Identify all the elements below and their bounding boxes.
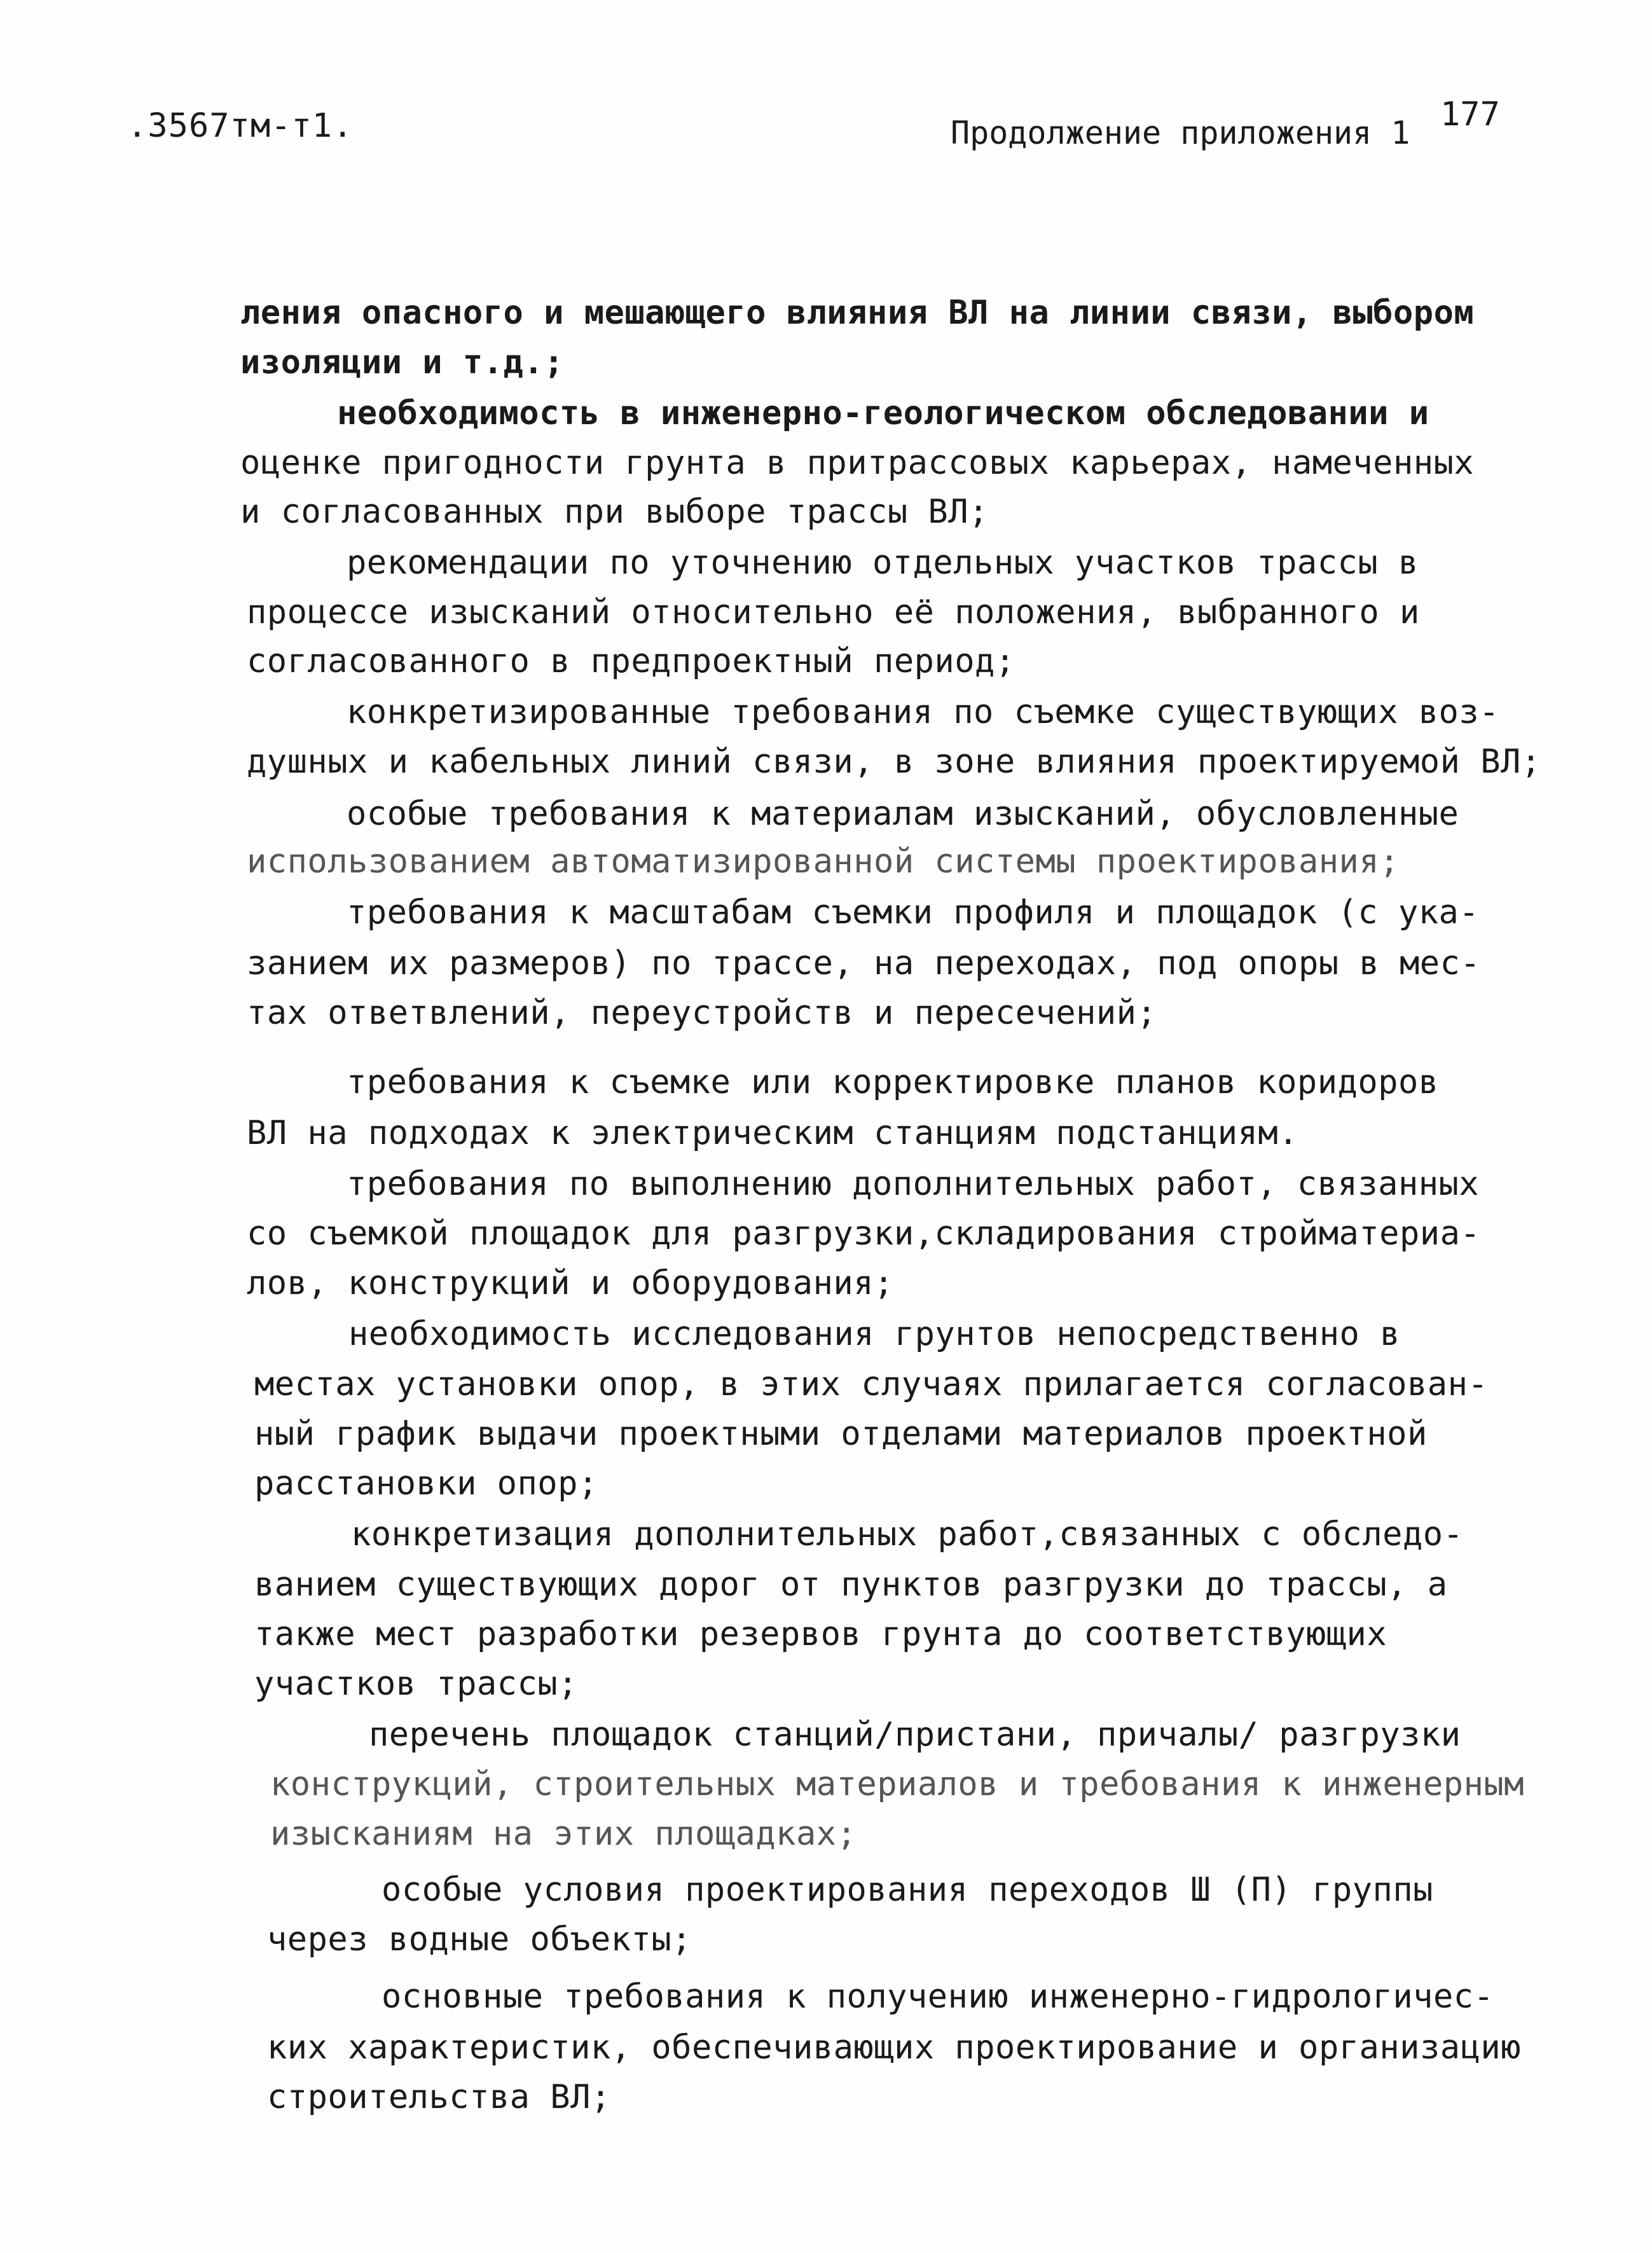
- text-line: конкретизированные требования по съемке существующих воз-: [347, 693, 1499, 731]
- text-line: через водные объекты;: [267, 1920, 692, 1959]
- text-line: изоляции и т.д.;: [240, 343, 564, 382]
- text-line: основные требования к получению инженерно-гидрологичес-: [382, 1978, 1494, 2016]
- text-line: конкретизация дополнительных работ,связанных с обследо-: [351, 1515, 1464, 1554]
- text-line: участков трассы;: [254, 1665, 578, 1703]
- text-line: необходимость исследования грунтов непосредственно в: [348, 1315, 1400, 1353]
- text-line: рекомендации по уточнению отдельных участков трассы в: [347, 544, 1419, 582]
- text-line: использованием автоматизированной системы проектирования;: [247, 843, 1400, 881]
- text-line: изысканиям на этих площадках;: [270, 1815, 857, 1853]
- text-line: ких характеристик, обеспечивающих проектирование и организацию: [267, 2029, 1522, 2067]
- text-line: ный график выдачи проектными отделами материалов проектной: [254, 1415, 1428, 1453]
- text-line: занием их размеров) по трассе, на переходах, под опоры в мес-: [247, 944, 1481, 982]
- text-line: процессе изысканий относительно её положения, выбранного и: [247, 593, 1420, 631]
- page-header-title: Продолжение приложения 1: [951, 114, 1410, 151]
- text-line: согласованного в предпроектный период;: [247, 642, 1015, 680]
- text-line: местах установки опор, в этих случаях прилагается согласован-: [254, 1365, 1489, 1403]
- text-line: ВЛ на подходах к электрическим станциям подстанциям.: [247, 1114, 1298, 1152]
- text-line: также мест разработки резервов грунта до соответствующих: [254, 1615, 1387, 1653]
- text-line: особые требования к материалам изысканий, обусловленные: [347, 795, 1459, 833]
- text-line: перечень площадок станций/пристани, причалы/ разгрузки: [369, 1716, 1461, 1754]
- text-line: тах ответвлений, переустройств и пересечений;: [247, 994, 1157, 1032]
- text-line: конструкций, строительных материалов и требования к инженерным: [270, 1765, 1525, 1803]
- text-line: и согласованных при выборе трассы ВЛ;: [240, 493, 989, 531]
- text-line: лов, конструкций и оборудования;: [247, 1264, 894, 1302]
- text-line: душных и кабельных линий связи, в зоне влияния проектируемой ВЛ;: [247, 743, 1541, 781]
- page-number: 177: [1440, 95, 1500, 134]
- text-line: строительства ВЛ;: [267, 2078, 611, 2116]
- text-line: необходимость в инженерно-геологическом обследовании и: [337, 394, 1429, 432]
- text-line: со съемкой площадок для разгрузки,складирования стройматериа-: [247, 1215, 1481, 1253]
- text-line: требования к съемке или корректировке планов коридоров: [347, 1063, 1439, 1101]
- text-line: требования по выполнению дополнительных работ, связанных: [347, 1165, 1480, 1203]
- text-line: оценке пригодности грунта в притрассовых карьерах, намеченных: [240, 444, 1475, 482]
- document-code: .3567тм-т1.: [127, 107, 354, 145]
- text-line: ванием существующих дорог от пунктов разгрузки до трассы, а: [254, 1566, 1448, 1604]
- text-line: ления опасного и мешающего влияния ВЛ на линии связи, выбором: [240, 294, 1475, 332]
- text-line: требования к масштабам съемки профиля и площадок (с ука-: [347, 893, 1480, 932]
- text-line: особые условия проектирования переходов Ш (П) группы: [382, 1871, 1433, 1909]
- text-line: расстановки опор;: [254, 1464, 598, 1503]
